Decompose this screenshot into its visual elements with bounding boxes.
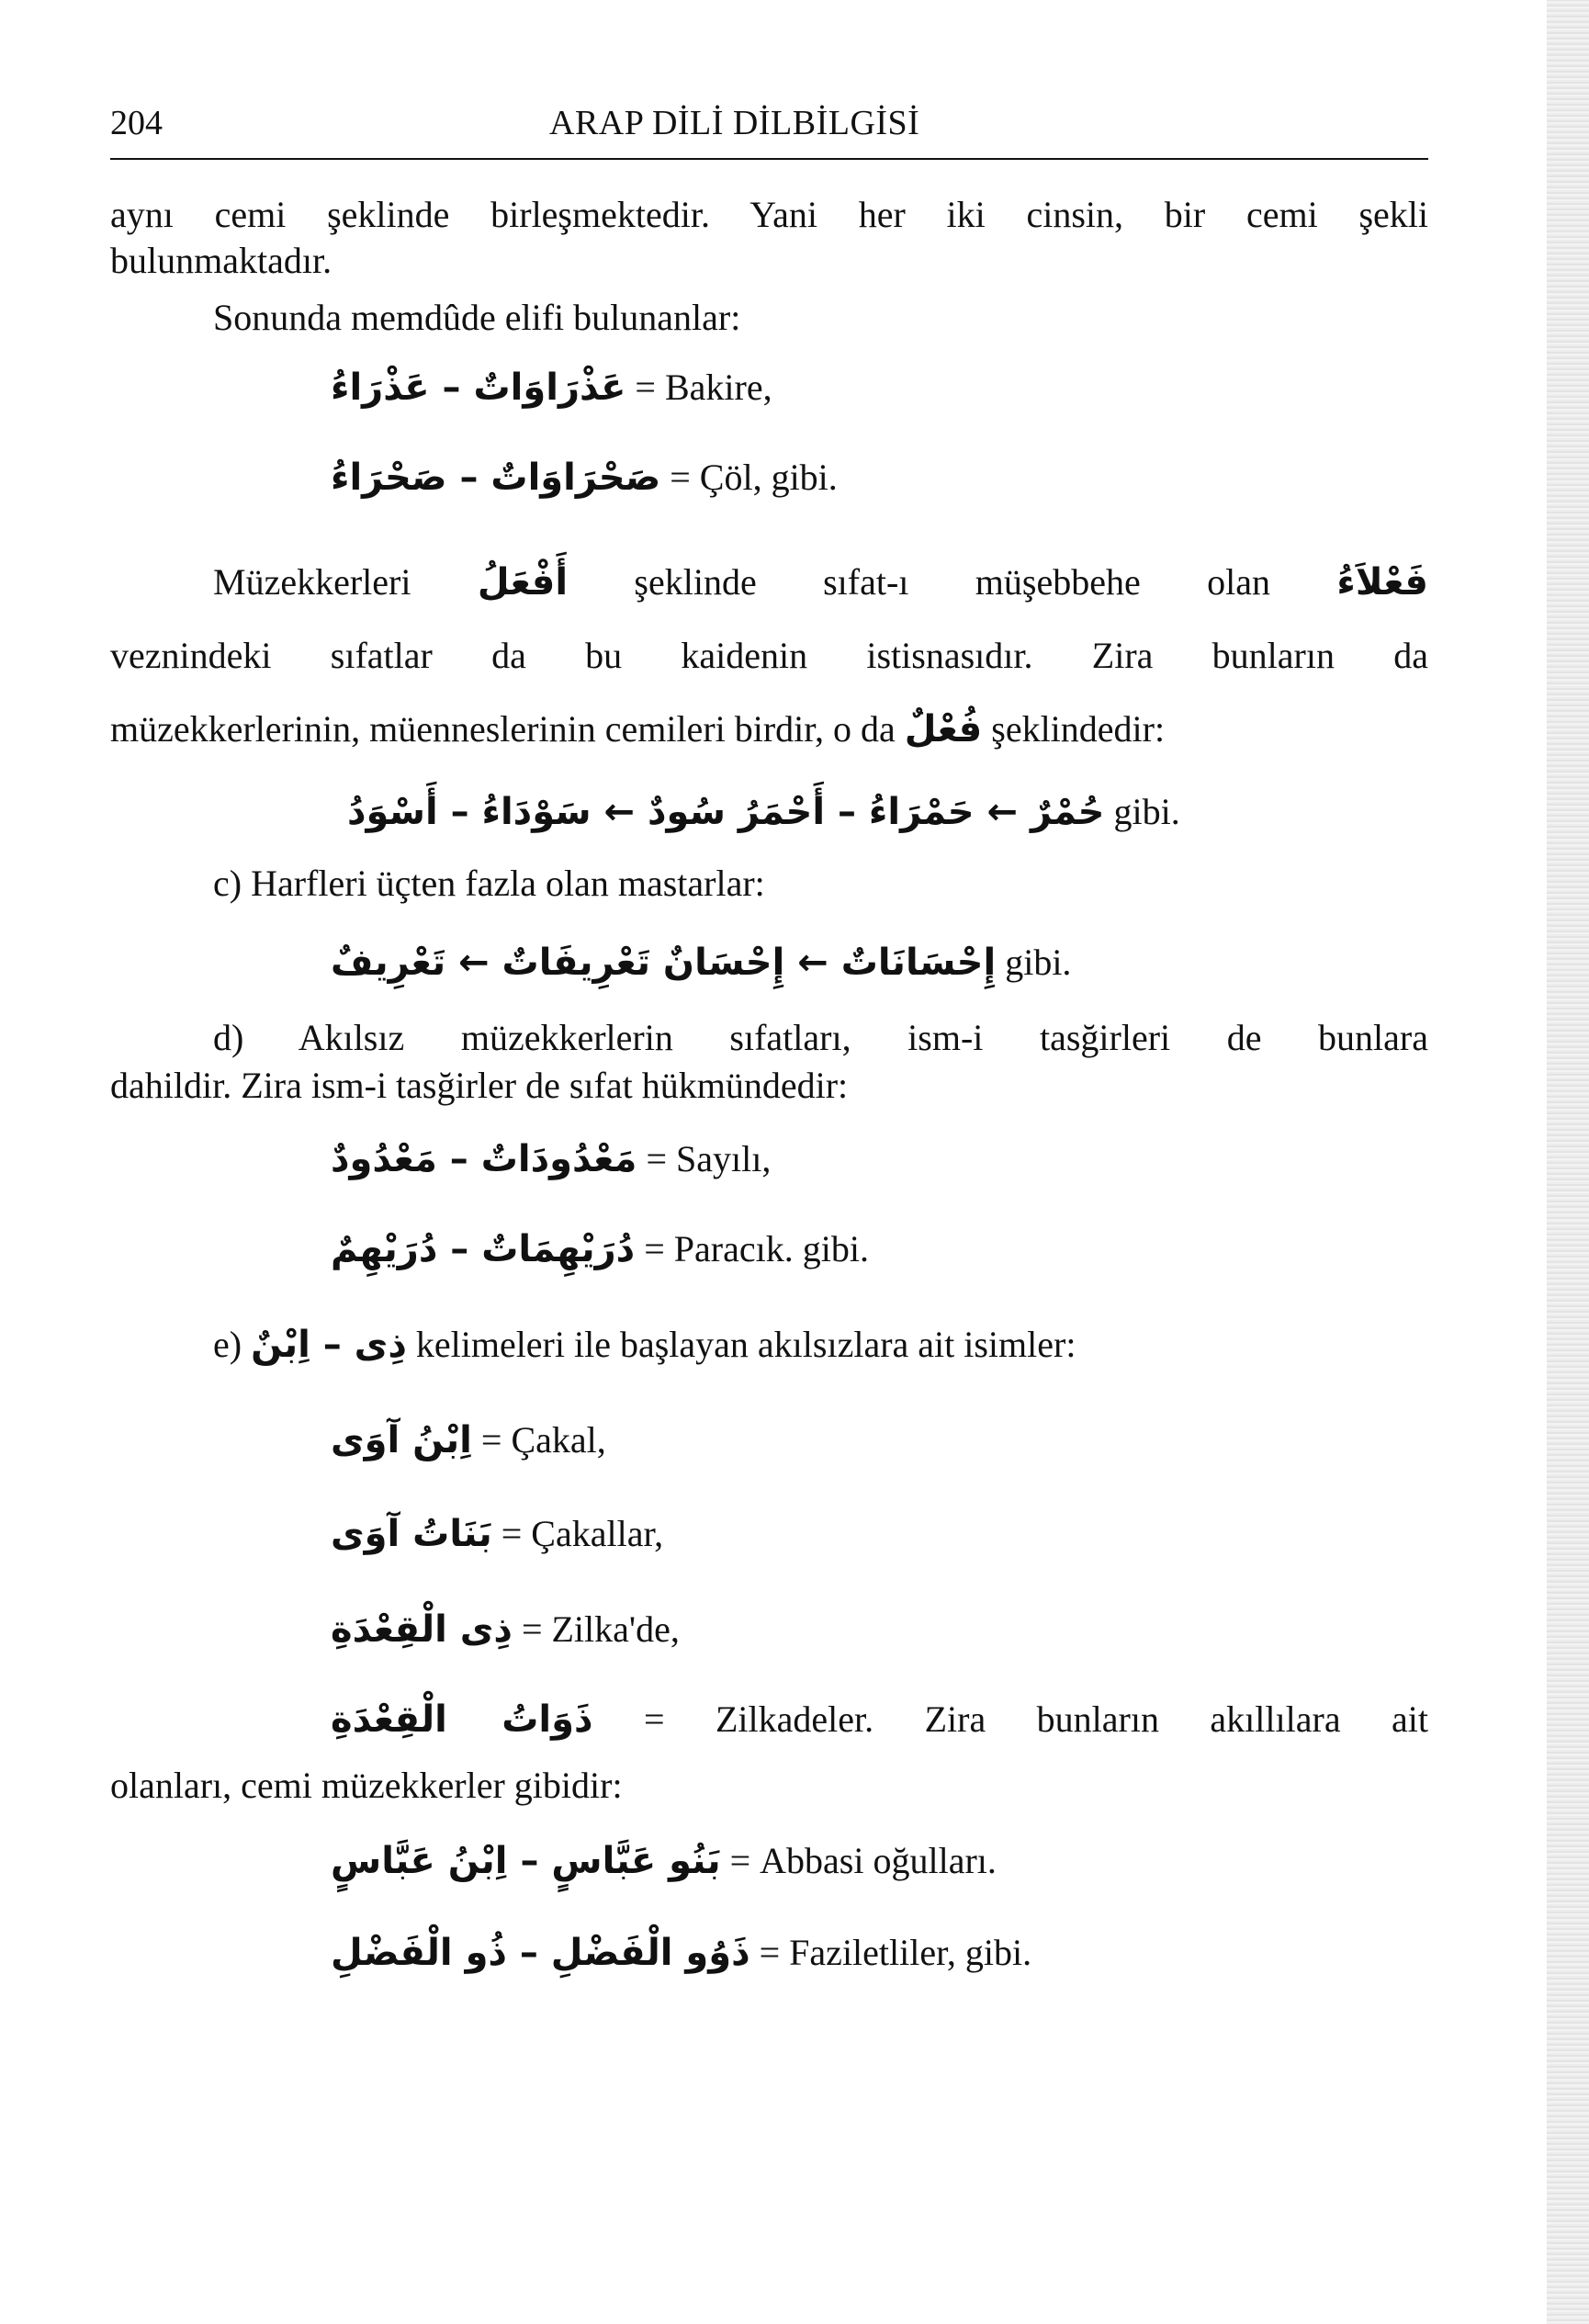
text-run: kelimeleri ile başlayan akılsızlara ait isimler:: [415, 1324, 1076, 1365]
translation: = Zilka'de,: [521, 1608, 680, 1650]
text-run: müzekkerlerinin, müenneslerinin cemileri birdir, o da: [110, 708, 896, 750]
arabic-term: فُعْلٌ: [904, 708, 983, 750]
arabic-example: صَحْرَاوَاتٌ – صَحْرَاءُ: [331, 457, 661, 499]
translation: = Çöl, gibi.: [670, 457, 838, 498]
paragraph-line: olanları, cemi müzekkerler gibidir:: [110, 1765, 623, 1806]
paragraph-line: [110, 560, 1428, 604]
translation: = Bakire,: [635, 367, 772, 408]
paragraph-line: [110, 1016, 1428, 1059]
page-edge-shadow: [1547, 0, 1589, 2324]
example-row: [331, 1931, 1031, 1974]
arabic-term: فَعْلاَءُ: [1336, 561, 1428, 604]
example-row: [331, 366, 772, 409]
arabic-example: دُرَيْهِمَاتٌ – دُرَيْهِمٌ: [331, 1228, 636, 1270]
paragraph-line: veznindeki sıfatlar da bu kaidenin istisnasıdır. Zira bunların da: [110, 635, 1428, 676]
paragraph-line: dahildir. Zira ism-i tasğirler de sıfat hükmündedir:: [110, 1065, 849, 1106]
translation: = Faziletliler, gibi.: [759, 1932, 1032, 1973]
example-row: [331, 456, 838, 499]
example-row: [331, 1227, 869, 1270]
paragraph-line: [110, 707, 1165, 750]
example-row: [347, 790, 1180, 833]
text-run: Müzekkerleri: [213, 561, 411, 603]
section-intro: Sonunda memdûde elifi bulunanlar:: [213, 297, 741, 338]
translation: = Abbasi oğulları.: [729, 1840, 997, 1881]
text-run: d) Akılsız müzekkerlerin sıfatları, ism-i tasğirleri de bunlara: [213, 1017, 1428, 1058]
arabic-example: ذَوُو الْفَضْلِ – ذُو الْفَضْلِ: [331, 1932, 750, 1974]
arabic-example: إِحْسَانَاتٌ ← إِحْسَانٌ تَعْرِيفَاتٌ ← تَعْرِيفٌ: [331, 942, 997, 984]
translation: = Çakallar,: [501, 1513, 664, 1554]
arabic-example: عَذْرَاوَاتٌ – عَذْرَاءُ: [331, 367, 626, 409]
translation: gibi.: [1005, 942, 1072, 983]
example-row: [331, 1418, 606, 1461]
translation: = Sayılı,: [646, 1138, 772, 1179]
arabic-term: أَفْعَلُ: [477, 561, 569, 604]
translation: gibi.: [1113, 791, 1180, 832]
text-run: şeklindedir:: [991, 708, 1166, 750]
translation: = Paracık. gibi.: [644, 1228, 869, 1269]
arabic-example: بَنَاتُ آوَى: [331, 1513, 492, 1555]
example-row: [331, 1698, 1428, 1741]
example-row: [331, 1512, 663, 1555]
page-header: [110, 103, 1428, 160]
translation: = Zilkadeler. Zira bunların akıllılara ait: [643, 1698, 1429, 1740]
example-row: [331, 1839, 997, 1882]
page-number: 204: [110, 104, 163, 142]
arabic-example: حُمْرٌ ← حَمْرَاءُ – أَحْمَرُ سُودٌ ← سَوْدَاءُ – أَسْوَدُ: [347, 791, 1105, 833]
arabic-term: ذِى – اِبْنٌ: [251, 1324, 407, 1366]
paragraph-line: aynı cemi şeklinde birleşmektedir. Yani her iki cinsin, bir cemi şekli: [110, 194, 1428, 235]
translation: = Çakal,: [480, 1419, 606, 1461]
section-heading: [213, 1323, 1076, 1366]
arabic-example: بَنُو عَبَّاسٍ – اِبْنُ عَبَّاسٍ: [331, 1840, 721, 1882]
section-heading: c) Harfleri üçten fazla olan mastarlar:: [213, 863, 765, 904]
arabic-example: ذَوَاتُ الْقِعْدَةِ: [331, 1698, 593, 1741]
arabic-example: اِبْنُ آوَى: [331, 1419, 472, 1461]
paragraph-line: bulunmaktadır.: [110, 240, 332, 281]
arabic-example: ذِى الْقِعْدَةِ: [331, 1608, 513, 1651]
example-row: [331, 1608, 680, 1651]
arabic-example: مَعْدُودَاتٌ – مَعْدُودٌ: [331, 1138, 637, 1180]
text-run: şeklinde sıfat-ı müşebbehe olan: [634, 561, 1271, 603]
example-row: [331, 941, 1071, 984]
example-row: [331, 1137, 771, 1180]
text-run: e): [213, 1324, 242, 1365]
running-title: ARAP DİLİ DİLBİLGİSİ: [549, 104, 920, 142]
